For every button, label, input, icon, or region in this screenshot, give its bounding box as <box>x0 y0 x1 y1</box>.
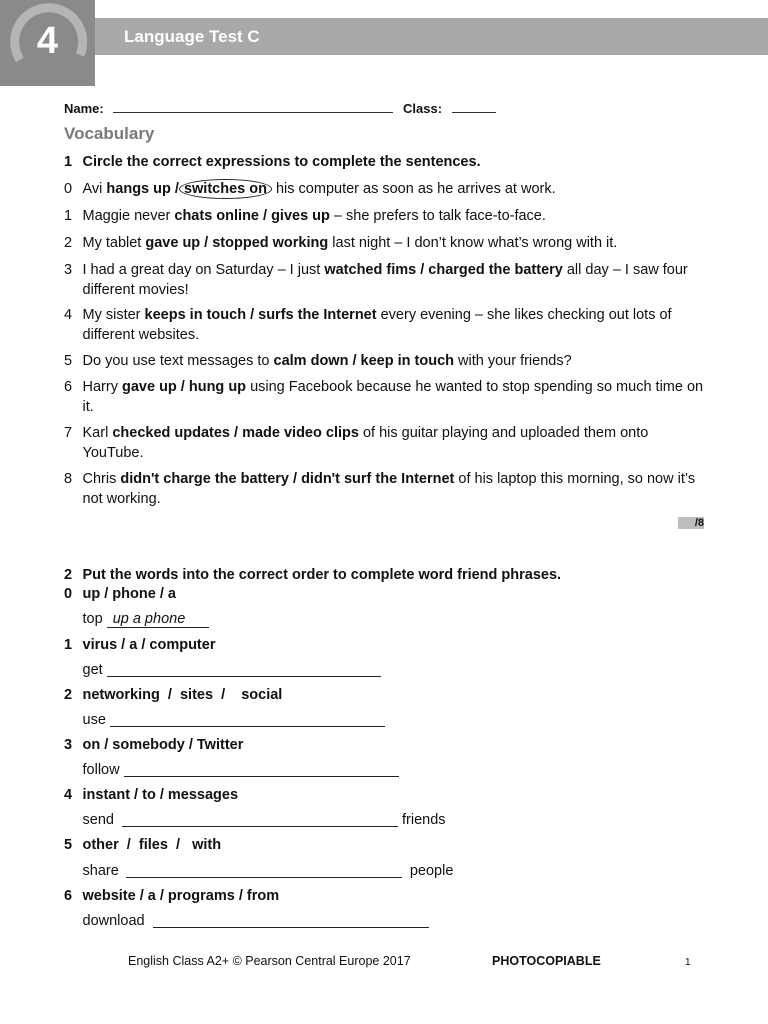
ex1-item-8: 8 Chris didn't charge the battery / didn't surf the Internet of his laptop this morning, so now it’s not working. <box>64 471 696 507</box>
ex2-words-5: 5 other / files / with <box>64 837 222 853</box>
footer-photocopiable: PHOTOCOPIABLE <box>492 954 601 968</box>
option-pair[interactable]: gave up / hung up <box>121 379 247 395</box>
ex1-item-5: 5 Do you use text messages to calm down / keep in touch with your friends? <box>64 353 572 369</box>
option-pair[interactable]: keeps in touch / surfs the Internet <box>144 307 377 323</box>
ex2-instruction-text: Put the words into the correct order to complete word friend phrases. <box>82 567 562 583</box>
ex1-item-2: 2 My tablet gave up / stopped working last night – I don’t know what’s wrong with it. <box>64 235 618 251</box>
option-pair[interactable]: checked updates / made video clips <box>112 425 359 441</box>
ex2-answer-6: download <box>64 912 704 932</box>
ex2-words-4: 4 instant / to / messages <box>64 787 239 803</box>
page-title: Language Test C <box>124 27 260 46</box>
ex2-words-0: 0 up / phone / a <box>64 586 176 602</box>
option-pair[interactable]: didn't charge the battery / didn't surf the Internet <box>120 471 455 487</box>
score-box: /8 <box>678 517 704 529</box>
option-pair[interactable]: calm down / keep in touch <box>273 353 454 369</box>
name-field[interactable] <box>113 100 393 113</box>
ex2-answer-1: get <box>64 661 704 681</box>
ex1-instruction: 1 Circle the correct expressions to complete the sentences. <box>64 153 704 173</box>
name-label: Name: <box>64 101 104 116</box>
page-number: 1 <box>685 957 691 968</box>
ex1-item-0: 0 Avi hangs up / switches on his computer as soon as he arrives at work. <box>64 181 556 197</box>
ex1-item-4: 4 My sister keeps in touch / surfs the Internet every evening – she likes checking out lots of different websites. <box>64 307 672 343</box>
ex1-item-3: 3 I had a great day on Saturday – I just watched fims / charged the battery all day – I saw four different movies! <box>64 262 688 298</box>
example-answer: up a phone <box>107 611 210 628</box>
ex2-answer-0: top up a phone <box>64 610 704 630</box>
ex2-answer-4: send friends <box>82 812 446 828</box>
ex1-item-7: 7 Karl checked updates / made video clips of his guitar playing and uploaded them onto YouTube. <box>64 425 649 461</box>
ex2-answer-3: follow <box>64 761 704 781</box>
unit-badge <box>0 0 95 86</box>
ex2-instruction: 2 Put the words into the correct order to complete word friend phrases. <box>64 566 704 586</box>
unit-number: 4 <box>36 20 59 62</box>
ex1-item-6: 6 Harry gave up / hung up using Facebook because he wanted to stop spending so much time on it. <box>64 379 704 415</box>
option-pair[interactable]: chats online / gives up <box>174 208 330 224</box>
ex1-instruction-text: Circle the correct expressions to complete the sentences. <box>82 154 481 170</box>
answer-blank[interactable] <box>124 762 399 777</box>
class-field[interactable] <box>452 100 496 113</box>
name-class-row <box>64 100 496 116</box>
circled-answer: switches on <box>179 179 272 199</box>
answer-blank[interactable] <box>153 913 429 928</box>
answer-blank[interactable] <box>110 712 385 727</box>
title-bar <box>95 18 768 55</box>
option-pair[interactable]: watched fims / charged the battery <box>324 262 563 278</box>
ex2-words-6: 6 website / a / programs / from <box>64 888 280 904</box>
option-pair[interactable]: gave up / stopped working <box>145 235 329 251</box>
ex1-item-1: 1 Maggie never chats online / gives up – she prefers to talk face-to-face. <box>64 208 546 224</box>
footer-copyright: English Class A2+ © Pearson Central Europe 2017 <box>128 954 411 968</box>
answer-blank[interactable] <box>122 812 398 827</box>
answer-blank[interactable] <box>107 662 381 677</box>
ex2-words-2: 2 networking / sites / social <box>64 687 283 703</box>
ex2-words-3: 3 on / somebody / Twitter <box>64 737 244 753</box>
answer-blank[interactable] <box>126 863 402 878</box>
ex2-answer-5: share people <box>82 863 454 879</box>
ex2-words-1: 1 virus / a / computer <box>64 637 216 653</box>
ex2-answer-2: use <box>64 711 704 731</box>
class-label: Class: <box>403 101 443 116</box>
section-title: Vocabulary <box>64 124 155 143</box>
